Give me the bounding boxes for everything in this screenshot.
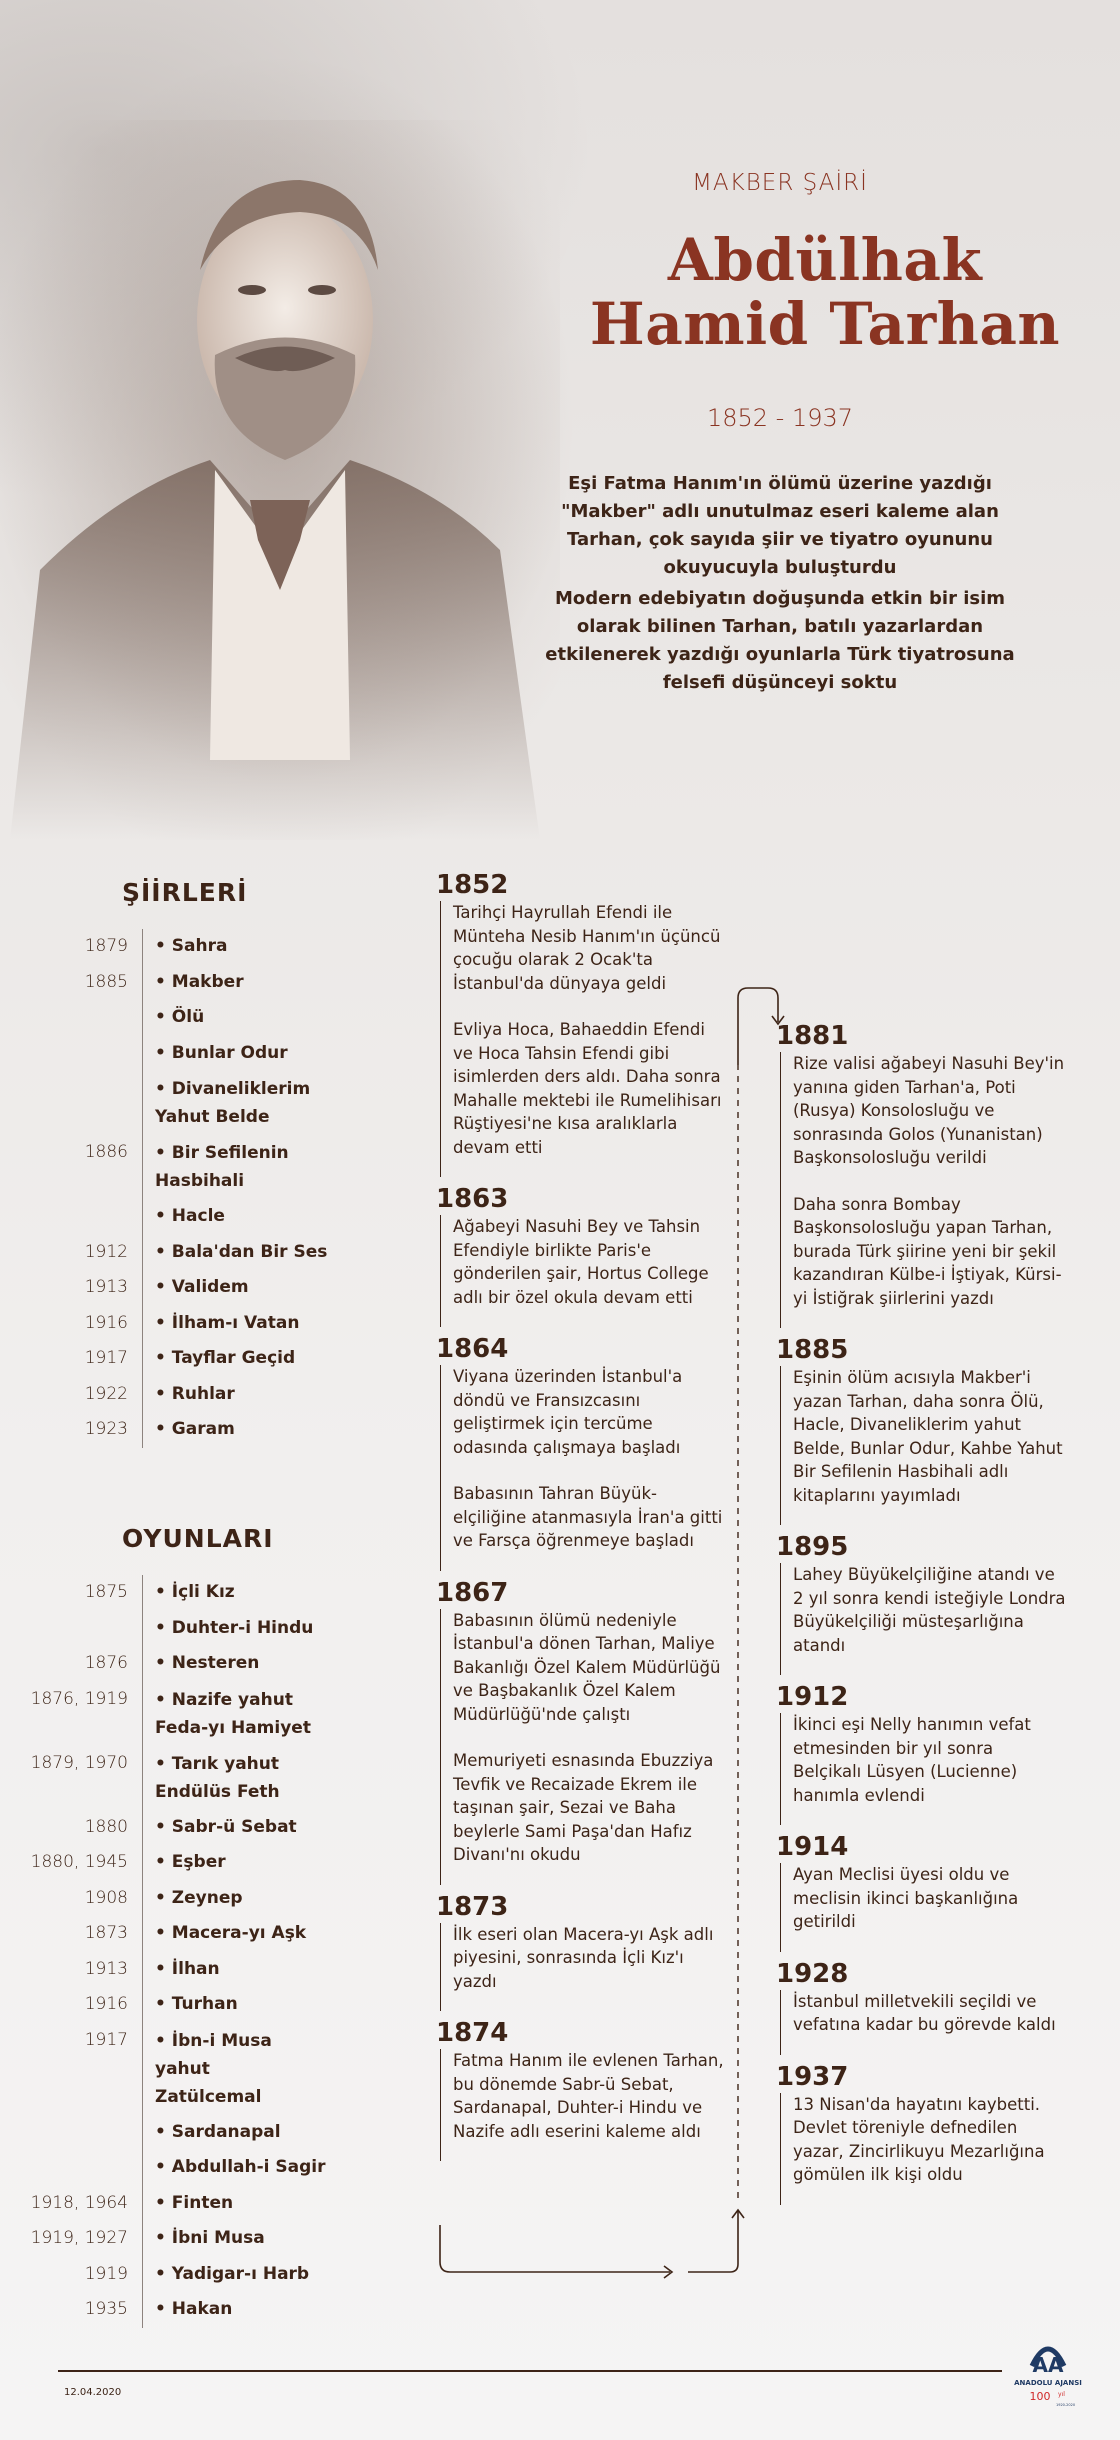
kicker-label: MAKBER ŞAİRİ bbox=[692, 170, 868, 196]
list-items bbox=[142, 1575, 313, 1646]
list-year: 1922 bbox=[84, 1383, 128, 1404]
list-year: 1917 bbox=[84, 1348, 128, 1368]
timeline-text: Eşinin ölüm acısıyla Makber'i yazan Tarhan, daha sonra Ölü, Hacle, Divaneliklerim yahut Belde, Bunlar Odur, Kahbe Yahut Bir Sefilenin Hasbihali adlı kitaplarını yayımladı bbox=[793, 1368, 1063, 1505]
list-item-label: İçli Kız bbox=[171, 1582, 235, 1602]
list-year: 1879 bbox=[84, 936, 128, 956]
list-item-label: Sabr-ü Sebat bbox=[171, 1816, 297, 1837]
list-item bbox=[155, 1987, 238, 2023]
timeline-year: 1937 bbox=[776, 2061, 849, 2092]
list-row bbox=[18, 1682, 338, 1746]
timeline-event bbox=[776, 1958, 1066, 2055]
list-items bbox=[142, 1377, 235, 1413]
list-year: 1876 bbox=[84, 1653, 128, 1673]
list-item bbox=[155, 1377, 235, 1413]
timeline-text: Memuriyeti esnasında Ebuzziya Tevfik ve Recaizade Ekrem ile taşınan şair, Sezai ve Baha beylerle Sami Paşa'dan Hafız Divanı'nı okudu bbox=[453, 1751, 714, 1864]
timeline-event bbox=[776, 1831, 1066, 1952]
list-item-label: Zeynep bbox=[171, 1887, 243, 1908]
list-year: 1880, 1945 bbox=[30, 1852, 128, 1872]
bullet-icon: • bbox=[155, 2030, 172, 2051]
list-item bbox=[155, 1881, 243, 1917]
list-item bbox=[155, 1270, 249, 1306]
list-item-label: Eşber bbox=[171, 1852, 226, 1872]
list-year: 1919 bbox=[84, 2263, 128, 2284]
timeline-body bbox=[780, 1366, 1066, 1525]
list-item bbox=[155, 1916, 306, 1952]
timeline-year: 1881 bbox=[776, 1021, 849, 1051]
bullet-icon: • bbox=[155, 2263, 172, 2284]
list-row bbox=[18, 2257, 338, 2293]
bullet-icon: • bbox=[155, 1923, 172, 1943]
list-items bbox=[142, 929, 227, 965]
list-items bbox=[142, 1270, 249, 1306]
bullet-icon: • bbox=[155, 1582, 172, 1602]
list-item-label: Sahra bbox=[171, 936, 228, 956]
list-year: 1917 bbox=[84, 2029, 128, 2050]
list-items bbox=[142, 2186, 233, 2222]
list-year: 1879, 1970 bbox=[30, 1752, 128, 1773]
list-item-label: Nazife yahut Feda-yı Hamiyet bbox=[155, 1689, 311, 1738]
bullet-icon: • bbox=[155, 971, 172, 992]
list-year: 1923 bbox=[84, 1419, 128, 1439]
bullet-icon: • bbox=[155, 1042, 172, 1063]
list-items bbox=[142, 1746, 315, 1810]
list-item-label: Abdullah-i Sagir bbox=[171, 2157, 326, 2177]
timeline-body bbox=[780, 2093, 1066, 2205]
list-row bbox=[18, 2292, 338, 2328]
list-item bbox=[155, 2257, 309, 2293]
timeline-text: Ayan Meclisi üyesi oldu ve meclisin ikinci başkanlığına getirildi bbox=[793, 1865, 1019, 1931]
list-item-label: Divaneliklerim Yahut Belde bbox=[155, 1079, 311, 1127]
list-items bbox=[142, 1952, 220, 1988]
timeline-text: Ağabeyi Nasuhi Bey ve Tahsin Efendiyle birlikte Paris'e gönderilen şair, Hortus College adlı bir özel okula devam etti bbox=[453, 1217, 709, 1307]
timeline-body bbox=[780, 1563, 1066, 1675]
list-items bbox=[142, 2292, 232, 2328]
timeline-text: Lahey Büyükelçiliğine atandı ve 2 yıl sonra kendi isteğiyle Londra Büyükelçiliği müsteşarlığına atandı bbox=[793, 1565, 1066, 1655]
bullet-icon: • bbox=[155, 1994, 172, 2014]
list-items bbox=[142, 1682, 315, 1746]
list-item-label: Turhan bbox=[171, 1994, 238, 2014]
list-item bbox=[155, 2023, 315, 2115]
list-row bbox=[62, 929, 382, 965]
timeline-text: Evliya Hoca, Bahaeddin Efendi ve Hoca Tahsin Efendi gibi isimlerden ders aldı. Daha sonra Mahalle mektebi ile Rumelihisarı Rüştiyesi'ne kısa aralıklarla devam etti bbox=[453, 1020, 722, 1157]
timeline-text: Tarihçi Hayrullah Efendi ile Münteha Nesib Hanım'ın üçüncü çocuğu olarak 2 Ocak'ta İstanbul'da dünyaya geldi bbox=[453, 903, 721, 993]
bullet-icon: • bbox=[155, 2121, 172, 2142]
list-item bbox=[155, 965, 315, 1001]
timeline-event bbox=[776, 2061, 1066, 2205]
list-items bbox=[142, 1987, 238, 2023]
list-item-label: Garam bbox=[171, 1419, 235, 1439]
list-year: 1918, 1964 bbox=[30, 2192, 128, 2213]
timeline-body bbox=[780, 1713, 1066, 1825]
list-items bbox=[142, 965, 315, 1136]
list-year: 1876, 1919 bbox=[30, 1688, 128, 1709]
list-row bbox=[62, 965, 382, 1136]
timeline-event bbox=[776, 1531, 1066, 1675]
footer-divider bbox=[58, 2370, 1002, 2372]
plays-list bbox=[18, 1575, 338, 2328]
bullet-icon: • bbox=[155, 1753, 172, 1774]
list-items bbox=[142, 1412, 235, 1448]
list-row bbox=[62, 1306, 382, 1342]
anadolu-ajansi-logo bbox=[998, 2330, 1098, 2430]
list-item bbox=[155, 1646, 259, 1682]
bullet-icon: • bbox=[155, 1143, 172, 1163]
list-items bbox=[142, 1916, 306, 1952]
list-items bbox=[142, 2023, 326, 2186]
list-items bbox=[142, 1845, 226, 1881]
timeline-year: 1863 bbox=[436, 1184, 509, 1214]
poems-title: ŞİİRLERİ bbox=[122, 878, 248, 907]
bullet-icon: • bbox=[155, 1689, 172, 1710]
timeline-event bbox=[776, 1334, 1066, 1525]
list-row bbox=[18, 1987, 338, 2023]
list-item bbox=[155, 2115, 326, 2151]
bullet-icon: • bbox=[155, 2299, 172, 2319]
list-item bbox=[155, 1682, 315, 1746]
list-item-label: İbn-i Musa yahut Zatülcemal bbox=[155, 2030, 272, 2107]
publish-date: 12.04.2020 bbox=[64, 2387, 122, 2398]
list-year: 1908 bbox=[84, 1887, 128, 1908]
timeline-text: Daha sonra Bombay Başkonsolosluğu yapan Tarhan, burada Türk şiirine yeni bir şekil kazandıran Külbe-i İştiyak, Kürsi-yi İstiğrak şiirlerini yazdı bbox=[793, 1194, 1062, 1308]
list-year: 1919, 1927 bbox=[30, 2228, 128, 2248]
bullet-icon: • bbox=[155, 1419, 172, 1439]
list-row bbox=[18, 1916, 338, 1952]
list-row bbox=[62, 1235, 382, 1271]
list-item-label: Bir Sefilenin Hasbihali bbox=[155, 1143, 289, 1191]
list-items bbox=[142, 1135, 315, 1235]
list-items bbox=[142, 2257, 309, 2293]
list-item bbox=[155, 1235, 327, 1271]
list-item-label: Nesteren bbox=[171, 1653, 260, 1673]
list-item-label: Sardanapal bbox=[171, 2121, 281, 2142]
list-row bbox=[18, 1575, 338, 1646]
list-item-label: İbni Musa bbox=[171, 2228, 265, 2248]
list-item bbox=[155, 929, 227, 965]
list-items bbox=[142, 1306, 299, 1342]
list-item-label: Validem bbox=[171, 1277, 249, 1297]
list-year: 1912 bbox=[84, 1241, 128, 1262]
bullet-icon: • bbox=[155, 936, 172, 956]
list-item bbox=[155, 1575, 313, 1611]
list-item-label: İlhan bbox=[171, 1958, 220, 1979]
list-items bbox=[142, 1235, 327, 1271]
intro-paragraph-1: Eşi Fatma Hanım'ın ölümü üzerine yazdığı "Makber" adlı unutulmaz eseri kaleme alan Tarhan, çok sayıda şiir ve tiyatro oyununu okuyucuyla buluşturdu bbox=[561, 473, 999, 578]
timeline-year: 1852 bbox=[436, 870, 509, 900]
list-item-label: Tarık yahut Endülüs Feth bbox=[155, 1753, 280, 1802]
anniversary-suffix: yıl bbox=[1058, 2391, 1065, 2398]
timeline-text: İlk eseri olan Macera-yı Aşk adlı piyesini, sonrasında İçli Kız'ı yazdı bbox=[453, 1924, 714, 1991]
timeline-text: İkinci eşi Nelly hanımın vefat etmesinden bir yıl sonra Belçikalı Lüsyen (Lucienne) hanımla evlendi bbox=[793, 1715, 1031, 1805]
bullet-icon: • bbox=[155, 1383, 172, 1404]
list-row bbox=[18, 1746, 338, 1810]
list-item-label: Hacle bbox=[171, 1206, 225, 1226]
list-item bbox=[155, 1036, 315, 1072]
list-item-label: İlham-ı Vatan bbox=[171, 1312, 300, 1333]
list-row bbox=[18, 2186, 338, 2222]
list-row bbox=[18, 1845, 338, 1881]
bullet-icon: • bbox=[155, 2228, 172, 2248]
timeline-text: İstanbul milletvekili seçildi ve vefatına kadar bu görevde kaldı bbox=[793, 1991, 1056, 2034]
timeline-text: 13 Nisan'da hayatını kaybetti. Devlet töreniyle defnedilen yazar, Zincirlikuyu Mezarlığına gömülen ilk kişi oldu bbox=[793, 2094, 1045, 2184]
list-items bbox=[142, 1881, 243, 1917]
lifespan: 1852 - 1937 bbox=[706, 404, 854, 432]
list-item bbox=[155, 1845, 226, 1881]
bullet-icon: • bbox=[155, 1958, 172, 1979]
intro-paragraph-2: Modern edebiyatın doğuşunda etkin bir isim olarak bilinen Tarhan, batılı yazarlardan etkilenerek yazdığı oyunlarla Türk tiyatrosuna felsefi düşünceyi soktu bbox=[545, 588, 1015, 693]
list-item-label: Finten bbox=[171, 2192, 234, 2213]
bullet-icon: • bbox=[155, 1241, 172, 1262]
list-row bbox=[62, 1341, 382, 1377]
list-item bbox=[155, 2292, 232, 2328]
timeline-body bbox=[780, 1990, 1066, 2055]
list-item bbox=[155, 1746, 315, 1810]
list-row bbox=[62, 1377, 382, 1413]
list-row bbox=[62, 1270, 382, 1306]
bullet-icon: • bbox=[155, 1206, 172, 1226]
timeline-event bbox=[776, 1681, 1066, 1825]
timeline-year: 1867 bbox=[436, 1577, 509, 1608]
list-item-label: Duhter-i Hindu bbox=[171, 1617, 314, 1638]
list-year: 1886 bbox=[84, 1142, 128, 1162]
list-row bbox=[18, 1952, 338, 1988]
list-row bbox=[18, 1881, 338, 1917]
list-items bbox=[142, 2221, 265, 2257]
timeline-year: 1885 bbox=[776, 1335, 849, 1365]
logo-mark: AA bbox=[1032, 2353, 1064, 2377]
list-row bbox=[18, 2221, 338, 2257]
timeline-year: 1912 bbox=[776, 1682, 849, 1712]
list-year: 1875 bbox=[84, 1582, 128, 1602]
list-item-label: Ruhlar bbox=[171, 1383, 235, 1404]
bullet-icon: • bbox=[155, 1617, 172, 1638]
list-year: 1913 bbox=[84, 1277, 128, 1297]
list-item-label: Hakan bbox=[171, 2299, 233, 2319]
plays-title: OYUNLARI bbox=[122, 1524, 274, 1553]
bullet-icon: • bbox=[155, 1312, 172, 1333]
list-item-label: Makber bbox=[171, 971, 244, 992]
bullet-icon: • bbox=[155, 1816, 172, 1837]
timeline-event bbox=[776, 1020, 1066, 1328]
timeline-year: 1864 bbox=[436, 1334, 509, 1364]
title-line-1: Abdülhak bbox=[667, 226, 983, 294]
logo-text: ANADOLU AJANSI bbox=[1014, 2379, 1082, 2387]
page-title bbox=[560, 228, 1090, 356]
list-item bbox=[155, 2221, 265, 2257]
timeline-right bbox=[776, 1020, 1066, 2211]
list-items bbox=[142, 1341, 295, 1377]
list-row bbox=[62, 1412, 382, 1448]
list-item-label: Ölü bbox=[171, 1007, 205, 1027]
list-row bbox=[62, 1135, 382, 1235]
bullet-icon: • bbox=[155, 1348, 172, 1368]
bullet-icon: • bbox=[155, 1079, 172, 1099]
list-year: 1885 bbox=[84, 971, 128, 992]
list-year: 1873 bbox=[84, 1923, 128, 1943]
list-item bbox=[155, 1135, 315, 1199]
list-year: 1916 bbox=[84, 1994, 128, 2014]
anniversary-range: 1920-2020 bbox=[1056, 2403, 1076, 2407]
timeline-connector bbox=[430, 970, 800, 2310]
bullet-icon: • bbox=[155, 1007, 172, 1027]
timeline-year: 1874 bbox=[436, 2018, 509, 2048]
list-item-label: Bunlar Odur bbox=[171, 1042, 288, 1063]
timeline-body bbox=[780, 1863, 1066, 1952]
list-item bbox=[155, 1952, 220, 1988]
timeline-year: 1873 bbox=[436, 1891, 509, 1922]
timeline-text: Rize valisi ağabeyi Nasuhi Bey'in yanına giden Tarhan'a, Poti (Rusya) Konsolosluğu ve sonrasında Golos (Yunanistan) Başkonsolosluğu verildi bbox=[793, 1054, 1065, 1167]
timeline-year: 1928 bbox=[776, 1958, 849, 1989]
list-year: 1916 bbox=[84, 1312, 128, 1333]
list-item bbox=[155, 1341, 295, 1377]
poems-list bbox=[62, 929, 382, 1448]
timeline-text: Viyana üzerinden İstanbul'a döndü ve Fransızcasını geliştirmek için tercüme odasında çalışmaya başladı bbox=[453, 1367, 683, 1457]
anniversary-number: 100 bbox=[1029, 2390, 1051, 2403]
bullet-icon: • bbox=[155, 1653, 172, 1673]
list-year: 1913 bbox=[84, 1958, 128, 1979]
list-item bbox=[155, 1810, 297, 1846]
timeline-body bbox=[780, 1052, 1066, 1328]
list-row bbox=[18, 1810, 338, 1846]
list-item bbox=[155, 2186, 233, 2222]
timeline-year: 1895 bbox=[776, 1532, 849, 1562]
list-item bbox=[155, 1611, 313, 1647]
bullet-icon: • bbox=[155, 1277, 172, 1297]
list-item bbox=[155, 1199, 315, 1235]
bullet-icon: • bbox=[155, 2157, 172, 2177]
timeline-text: Babasının ölümü nedeniyle İstanbul'a dönen Tarhan, Maliye Bakanlığı Özel Kalem Müdürlüğü ve Başbakanlık Özel Kalem Müdürlüğü'nde çalıştı bbox=[453, 1610, 721, 1724]
list-item bbox=[155, 1000, 315, 1036]
list-items bbox=[142, 1810, 297, 1846]
list-item-label: Bala'dan Bir Ses bbox=[171, 1241, 328, 1262]
bullet-icon: • bbox=[155, 2192, 172, 2213]
list-year: 1935 bbox=[84, 2299, 128, 2319]
list-item bbox=[155, 1412, 235, 1448]
list-item bbox=[155, 1306, 299, 1342]
bullet-icon: • bbox=[155, 1887, 172, 1908]
list-row bbox=[18, 1646, 338, 1682]
timeline-year: 1914 bbox=[776, 1832, 849, 1862]
title-line-2: Hamid Tarhan bbox=[589, 290, 1061, 358]
list-items bbox=[142, 1646, 259, 1682]
list-item-label: Macera-yı Aşk bbox=[171, 1923, 307, 1943]
list-item bbox=[155, 2150, 326, 2186]
list-row bbox=[18, 2023, 338, 2186]
list-item-label: Tayflar Geçid bbox=[171, 1348, 296, 1368]
list-year: 1880 bbox=[84, 1816, 128, 1837]
bullet-icon: • bbox=[155, 1852, 172, 1872]
list-item-label: Yadigar-ı Harb bbox=[171, 2263, 310, 2284]
timeline-text: Fatma Hanım ile evlenen Tarhan, bu dönemde Sabr-ü Sebat, Sardanapal, Duhter-i Hindu ve Nazife adlı eserini kaleme aldı bbox=[453, 2051, 724, 2141]
portrait-image bbox=[0, 120, 560, 840]
timeline-text: Babasının Tahran Büyük-elçiliğine atanmasıyla İran'a gitti ve Farsça öğrenmeye başladı bbox=[453, 1484, 723, 1550]
list-item bbox=[155, 1071, 315, 1135]
